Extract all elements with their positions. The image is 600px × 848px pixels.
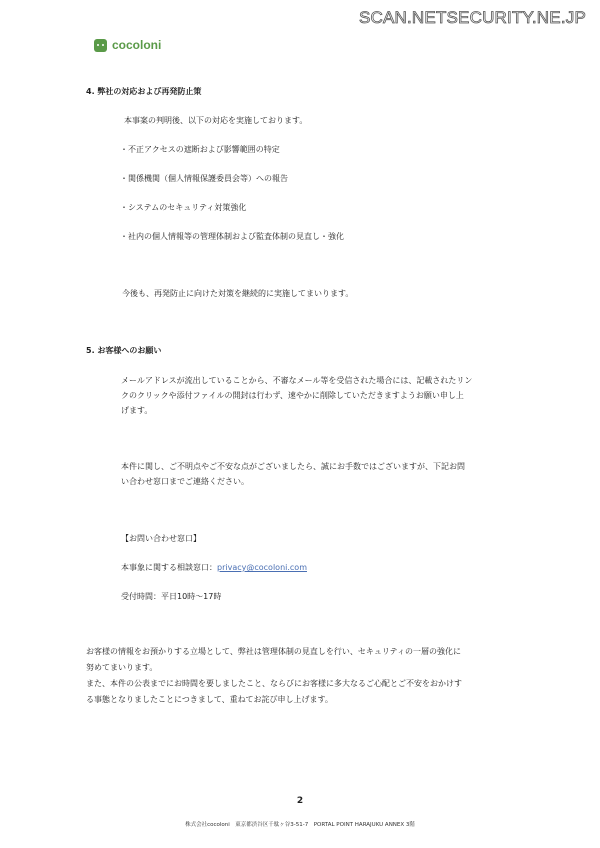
closing-line: お客様の情報をお預かりする立場として、弊社は管理体制の見直しを行い、セキュリティの一層の強化に bbox=[86, 647, 462, 656]
logo-text: cocoloni bbox=[112, 38, 162, 52]
contact-line bbox=[121, 561, 307, 576]
measure-item: ・不正アクセスの遮断および影響範囲の特定 bbox=[120, 145, 280, 154]
request-para-line: クのクリックや添付ファイルの開封は行わず、速やかに削除していただきますようお願い申し上 bbox=[121, 391, 464, 400]
measure-item: ・システムのセキュリティ対策強化 bbox=[120, 203, 247, 212]
footer-address: 株式会社cocoloni 東京都渋谷区千駄ヶ谷3-51-7 PORTAL POINT HARAJUKU ANNEX 3階 bbox=[185, 822, 415, 828]
request-para-line: げます。 bbox=[121, 406, 153, 415]
inquiry-para-line: 本件に関し、ご不明点やご不安な点がございましたら、誠にお手数ではございますが、下記お問 bbox=[121, 462, 465, 471]
company-logo bbox=[94, 38, 161, 52]
section-4-intro: 本事案の判明後、以下の対応を実施しております。 bbox=[124, 116, 308, 125]
measure-item: ・関係機関（個人情報保護委員会等）への報告 bbox=[120, 174, 288, 183]
watermark: SCAN.NETSECURITY.NE.JP bbox=[358, 8, 586, 27]
contact-hours: 受付時間：平日10時～17時 bbox=[121, 592, 222, 601]
section-5-heading: 5. お客様へのお願い bbox=[86, 346, 162, 355]
contact-title: 【お問い合わせ窓口】 bbox=[121, 534, 201, 543]
closing-line: る事態となりましたことにつきまして、重ねてお詫び申し上げます。 bbox=[86, 695, 333, 704]
request-para-line: メールアドレスが流出していることから、不審なメール等を受信された場合には、記載されたリン bbox=[121, 376, 473, 385]
contact-label: 本事象に関する相談窓口： bbox=[121, 563, 217, 572]
cocoloni-logo-icon bbox=[94, 39, 107, 52]
section-4-heading: 4. 弊社の対応および再発防止策 bbox=[86, 87, 202, 96]
contact-email-link[interactable]: privacy@cocoloni.com bbox=[217, 563, 307, 572]
inquiry-para-line: い合わせ窓口までご連絡ください。 bbox=[121, 477, 249, 486]
section-4-closing: 今後も、再発防止に向けた対策を継続的に実施してまいります。 bbox=[122, 289, 354, 298]
measure-item: ・社内の個人情報等の管理体制および監査体制の見直し・強化 bbox=[120, 232, 344, 241]
closing-line: 努めてまいります。 bbox=[86, 663, 158, 672]
page-number: 2 bbox=[296, 796, 304, 806]
closing-line: また、本件の公表までにお時間を要しましたこと、ならびにお客様に多大なるご心配とご不安をおかけす bbox=[86, 679, 462, 688]
